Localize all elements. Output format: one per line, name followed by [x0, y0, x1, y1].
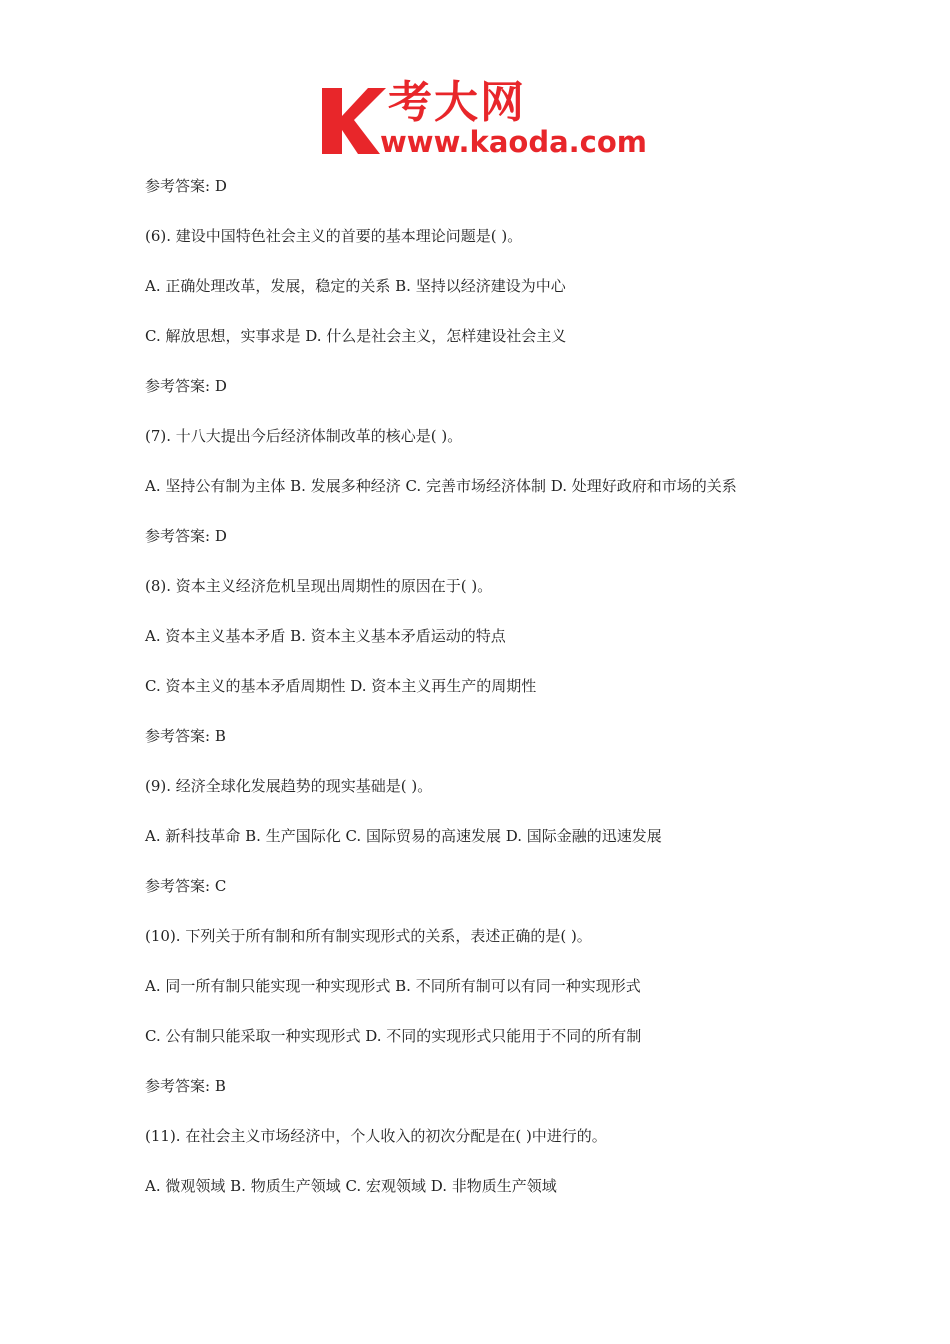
question-9: (9). 经济全球化发展趋势的现实基础是( )。	[145, 777, 433, 795]
document-body	[145, 174, 815, 1224]
answer-line: 参考答案: D	[145, 377, 227, 395]
answer-line: 参考答案: B	[145, 1077, 226, 1095]
options-line: A. 新科技革命 B. 生产国际化 C. 国际贸易的高速发展 D. 国际金融的迅速发展	[145, 827, 662, 845]
options-line: A. 正确处理改革，发展，稳定的关系 B. 坚持以经济建设为中心	[145, 277, 566, 295]
question-8: (8). 资本主义经济危机呈现出周期性的原因在于( )。	[145, 577, 493, 595]
answer-line: 参考答案: D	[145, 177, 227, 195]
question-7: (7). 十八大提出今后经济体制改革的核心是( )。	[145, 427, 463, 445]
options-line: A. 资本主义基本矛盾 B. 资本主义基本矛盾运动的特点	[145, 627, 506, 645]
logo-url-text: www.kaoda.com	[380, 125, 647, 159]
kaoda-logo	[318, 77, 647, 160]
answer-line: 参考答案: C	[145, 877, 227, 895]
question-11: (11). 在社会主义市场经济中，个人收入的初次分配是在( )中进行的。	[145, 1127, 607, 1145]
options-line: C. 解放思想，实事求是 D. 什么是社会主义，怎样建设社会主义	[145, 327, 567, 345]
answer-line: 参考答案: D	[145, 527, 227, 545]
options-line: C. 资本主义的基本矛盾周期性 D. 资本主义再生产的周期性	[145, 677, 537, 695]
options-line: A. 坚持公有制为主体 B. 发展多种经济 C. 完善市场经济体制 D. 处理好政府和市场的关系	[145, 477, 737, 495]
question-10: (10). 下列关于所有制和所有制实现形式的关系，表述正确的是( )。	[145, 927, 592, 945]
options-line: A. 同一所有制只能实现一种实现形式 B. 不同所有制可以有同一种实现形式	[145, 977, 641, 995]
options-line: A. 微观领域 B. 物质生产领域 C. 宏观领域 D. 非物质生产领域	[145, 1177, 557, 1195]
logo-chinese-text: 考大网	[388, 77, 526, 128]
question-6: (6). 建设中国特色社会主义的首要的基本理论问题是( )。	[145, 227, 523, 245]
answer-line: 参考答案: B	[145, 727, 226, 745]
options-line: C. 公有制只能采取一种实现形式 D. 不同的实现形式只能用于不同的所有制	[145, 1027, 642, 1045]
k-letter-logo-icon	[318, 84, 388, 156]
